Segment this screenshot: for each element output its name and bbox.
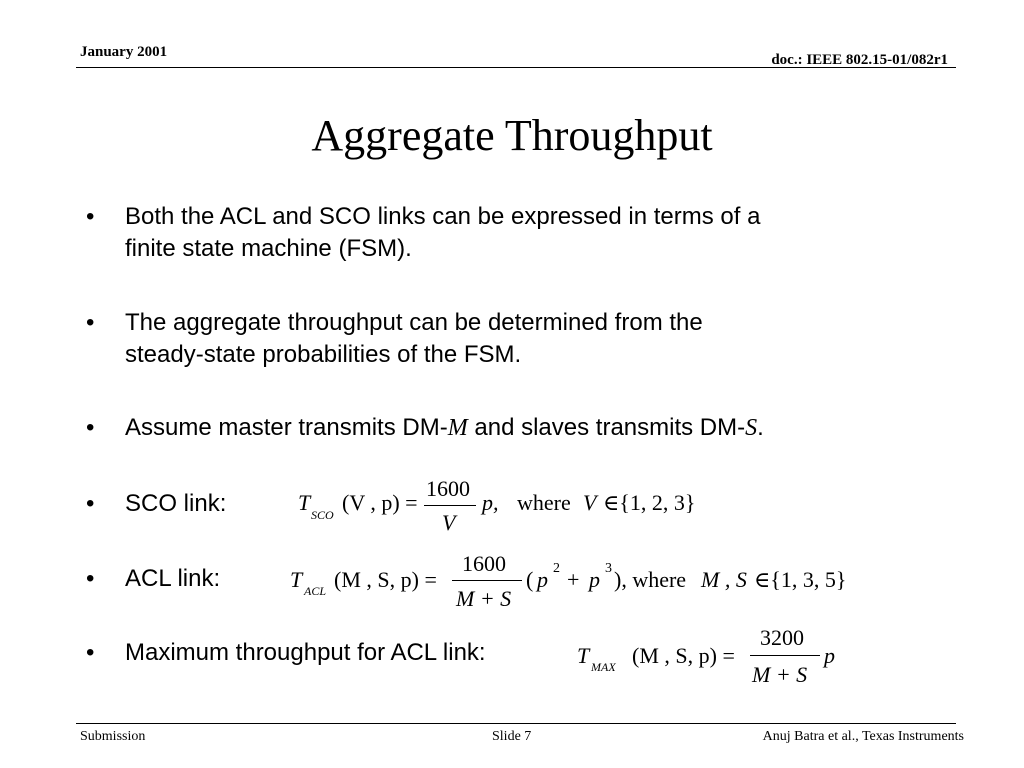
formula-numerator: 1600	[426, 476, 470, 501]
footer-divider	[76, 723, 956, 724]
bullet-line: steady-state probabilities of the FSM.	[125, 341, 522, 368]
slide-title: Aggregate Throughput	[311, 111, 713, 160]
bullet-text-part: .	[757, 414, 764, 441]
formula-subscript: SCO	[311, 508, 334, 522]
formula-exponent: 2	[553, 561, 560, 576]
formula-denominator: M + S	[752, 662, 808, 687]
bullet-line: The aggregate throughput can be determined from the	[125, 309, 703, 336]
formula-exponent: 3	[605, 561, 612, 576]
formula-term: p,	[482, 490, 499, 515]
formula-numerator: 1600	[462, 551, 506, 576]
formula-variable: M , S	[701, 567, 747, 592]
formula-symbol: T	[298, 490, 311, 515]
math-variable: M	[447, 415, 468, 441]
fraction-bar	[452, 580, 522, 581]
formula-subscript: MAX	[591, 660, 616, 674]
bullet-text-part: Assume master transmits DM-	[125, 414, 448, 441]
bullet-line: finite state machine (FSM).	[125, 235, 412, 262]
header-date: January 2001	[80, 44, 168, 60]
footer-slide-number: Slide 7	[492, 729, 532, 744]
formula-denominator: M + S	[456, 586, 512, 611]
formula-set: ∈{1, 3, 5}	[754, 567, 847, 592]
formula-symbol: T	[577, 643, 590, 668]
formula-arguments: (M , S, p) =	[632, 643, 735, 668]
bullet-line: Both the ACL and SCO links can be expressed in terms of a	[125, 203, 761, 230]
bullet-text	[125, 201, 760, 265]
formula-symbol: T	[290, 567, 303, 592]
bullet-marker: •	[86, 565, 95, 592]
bullet-text: Maximum throughput for ACL link:	[125, 639, 486, 666]
formula-variable: V	[583, 490, 597, 515]
formula-paren: (	[526, 567, 534, 592]
bullet-marker: •	[86, 414, 95, 441]
bullet-text	[125, 307, 703, 371]
bullet-marker: •	[86, 309, 95, 336]
footer-author: Anuj Batra et al., Texas Instruments	[762, 729, 964, 744]
bullet-text: ACL link:	[125, 565, 221, 592]
fraction-bar	[750, 655, 820, 656]
formula-where: ), where	[614, 567, 687, 592]
formula-operator: +	[567, 567, 580, 592]
bullet-text-part: and slaves transmits DM-	[467, 414, 746, 441]
formula-variable: p	[537, 567, 548, 592]
bullet-marker: •	[86, 203, 95, 230]
math-variable: S	[745, 415, 758, 441]
formula-numerator: 3200	[760, 625, 804, 650]
bullet-marker: •	[86, 490, 95, 517]
bullet-text	[125, 412, 764, 444]
formula-subscript: ACL	[304, 584, 327, 598]
header-doc-id: doc.: IEEE 802.15-01/082r1	[771, 52, 948, 68]
formula-arguments: (V , p) =	[342, 490, 418, 515]
formula-denominator: V	[442, 510, 456, 535]
formula-arguments: (M , S, p) =	[334, 567, 437, 592]
footer-submission: Submission	[80, 729, 146, 744]
header-divider	[76, 67, 956, 68]
fraction-bar	[424, 505, 476, 506]
formula-variable: p	[589, 567, 600, 592]
formula-term: p	[824, 643, 835, 668]
formula-where: where	[517, 490, 571, 515]
bullet-text: SCO link:	[125, 490, 227, 517]
bullet-marker: •	[86, 639, 95, 666]
formula-set: ∈{1, 2, 3}	[603, 490, 696, 515]
